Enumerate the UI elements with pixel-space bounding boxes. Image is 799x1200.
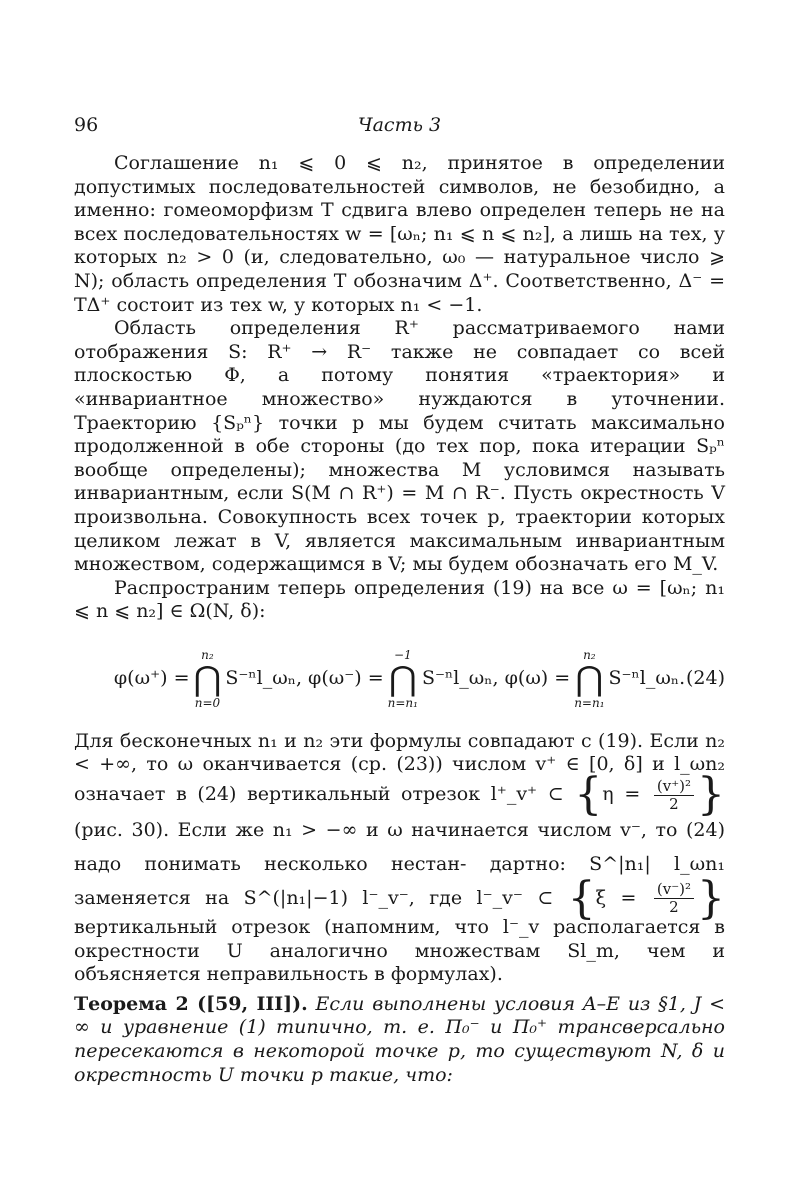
intersection-operator-1: n₂ ⋂ n=0	[193, 647, 222, 710]
op1-lower: n=0	[194, 695, 221, 710]
paragraph-extend: Распространим теперь определения (19) на все ω = [ωₙ; n₁ ⩽ n ⩽ n₂] ∈ Ω(N, δ):	[74, 576, 725, 623]
paragraph-infinite	[74, 730, 725, 987]
op3-upper: n₂	[583, 647, 596, 662]
infinite-line5: вертикальный отрезок (напомним, что l⁻_v располагается в окрестности U аналогично множествам Sl_m, чем и объясняется неправильность в формулах).	[74, 916, 725, 986]
theorem-body: Если выполнены условия A–E из §1, J < ∞ и уравнение (1) типично, т. е. Π₀⁻ и Π₀⁺ трансверсально пересекаются в некоторой точке p, то существуют N, δ и окрестность U точки p такие, что:	[74, 992, 725, 1086]
page-body	[74, 152, 725, 1087]
intersection-operator-2: −1 ⋂ n=n₁	[387, 647, 418, 710]
page-header	[74, 114, 725, 142]
fraction-vminus	[654, 881, 694, 916]
intersection-operator-3: n₂ ⋂ n=n₁	[574, 647, 605, 710]
theorem-title: Теорема 2 ([59, III]).	[74, 992, 308, 1015]
segment-suffix: (рис. 30). Если же n₁ > −∞	[74, 818, 358, 841]
infinite-line3: и ω начинается числом v⁻, то (24) надо понимать несколько нестан-	[74, 818, 725, 875]
frac-den: 2	[669, 794, 679, 813]
formula-term1: S⁻ⁿl_ωₙ, φ(ω⁻) =	[225, 667, 384, 690]
frac-num: (v⁺)²	[654, 778, 694, 796]
op2-lower: n=n₁	[387, 695, 418, 710]
page-number: 96	[74, 114, 99, 136]
left-brace: {	[574, 769, 603, 821]
frac-num-2: (v⁻)²	[654, 881, 694, 899]
op1-upper: n₂	[201, 647, 214, 662]
equation-number: (24)	[685, 667, 725, 690]
formula-term2: S⁻ⁿl_ωₙ, φ(ω) =	[421, 667, 571, 690]
running-title: Часть 3	[357, 114, 442, 136]
segment-prefix: вертикальный отрезок l⁺_v⁺ ⊂	[247, 783, 564, 806]
left-brace-2: {	[567, 872, 596, 924]
frac-den-2: 2	[669, 898, 679, 917]
right-brace-2: }	[697, 872, 725, 924]
fraction-vplus	[654, 778, 694, 813]
op3-lower: n=n₁	[574, 695, 605, 710]
paragraph-domain: Область определения R⁺ рассматриваемого нами отображения S: R⁺ → R⁻ также не совпадает со всей плоскостью Φ, а потому понятия «траектория» и «инвариантное множество» нуждаются в уточнении. Траекторию {Sₚⁿ} точки p мы будем считать максимально продолженной в обе стороны (до тех пор, пока итерации Sₚⁿ вообще определены); множества M условимся называть инвариантным, если S(M ∩ R⁺) = M ∩ R⁻. Пусть окрестность V произвольна. Совокупность всех точек p, траектории которых целиком лежат в V, является максимальным инвариантным множеством, содержащимся в V; мы будем обозначать его M_V.	[74, 317, 725, 576]
formula-term3: S⁻ⁿl_ωₙ.	[608, 667, 686, 690]
formula-part1: φ(ω⁺) =	[113, 667, 190, 690]
xi-eq: ξ =	[595, 886, 637, 909]
infinite-line1: Для бесконечных n₁ и n₂ эти формулы совпадают с (19). Если n₂ < +∞, то ω оканчивается (ср. (23)) числом v⁺ ∈ [0, δ] и l_ωn₂ означает в (24)	[74, 729, 725, 806]
equation-24	[74, 644, 725, 714]
paragraph-convention: Соглашение n₁ ⩽ 0 ⩽ n₂, принятое в определении допустимых последовательностей символов, не безобидно, а именно: гомеоморфизм T сдвига влево определен теперь не на всех последовательностях w = [ωₙ; n₁ ⩽ n ⩽ n₂], а лишь на тех, у которых n₂ > 0 (и, следовательно, ω₀ — натуральное число ⩾ N); область определения T обозначим Δ⁺. Соответственно, Δ⁻ = TΔ⁺ состоит из тех w, у которых n₁ < −1.	[74, 152, 725, 316]
nonstandard-prefix: дартно: S^|n₁| l_ωn₁ заменяется на S^(|n₁|−1) l⁻_v⁻, где l⁻_v⁻ ⊂	[74, 852, 725, 909]
op2-upper: −1	[393, 647, 412, 662]
right-brace: }	[697, 769, 725, 821]
eta-eq: η =	[602, 783, 641, 806]
theorem-2	[74, 993, 725, 1087]
